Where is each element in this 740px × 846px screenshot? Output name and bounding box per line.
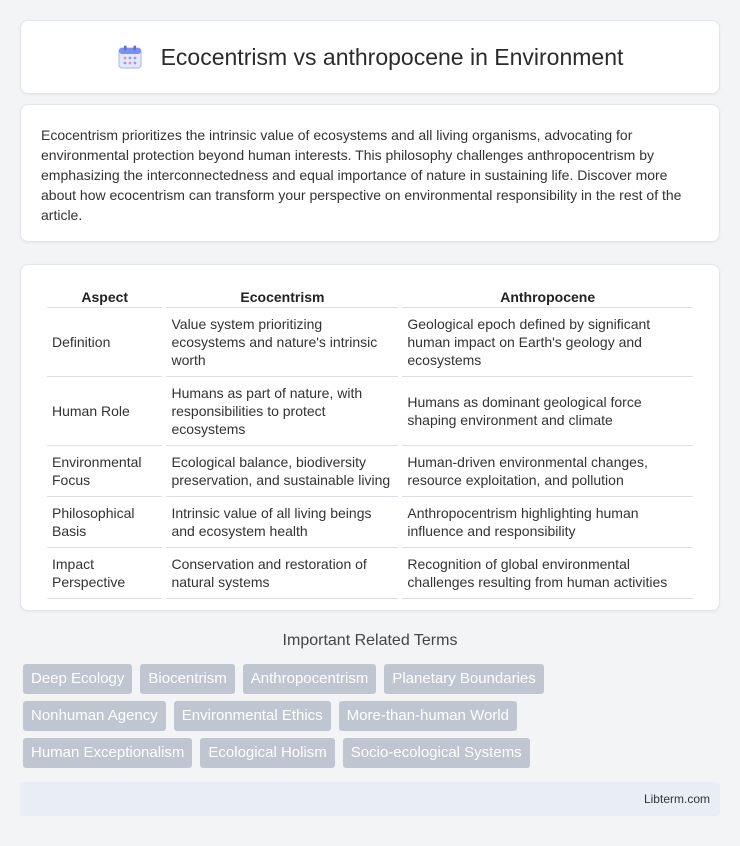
- tag-row: [23, 738, 723, 768]
- tag-human-exceptionalism[interactable]: Human Exceptionalism: [23, 738, 192, 768]
- tag-row: [23, 701, 723, 731]
- tag-planetary-boundaries[interactable]: Planetary Boundaries: [384, 664, 543, 694]
- table-row: [47, 548, 693, 599]
- table-cell-ecocentrism: Conservation and restoration of natural systems: [166, 548, 398, 599]
- tag-more-than-human-world[interactable]: More-than-human World: [339, 701, 517, 731]
- tag-row: [23, 664, 723, 694]
- tag-biocentrism[interactable]: Biocentrism: [140, 664, 234, 694]
- related-terms-list: [23, 664, 723, 775]
- tag-socio-ecological-systems[interactable]: Socio-ecological Systems: [343, 738, 530, 768]
- table-cell-aspect: Environmental Focus: [47, 446, 162, 497]
- table-cell-aspect: Philosophical Basis: [47, 497, 162, 548]
- tag-deep-ecology[interactable]: Deep Ecology: [23, 664, 132, 694]
- table-cell-anthropocene: Humans as dominant geological force shaping environment and climate: [402, 377, 693, 446]
- related-terms-title: Important Related Terms: [282, 632, 458, 649]
- page-title: Ecocentrism vs anthropocene in Environment: [160, 43, 624, 70]
- table-cell-ecocentrism: Intrinsic value of all living beings and ecosystem health: [166, 497, 398, 548]
- table-cell-anthropocene: Recognition of global environmental challenges resulting from human activities: [402, 548, 693, 599]
- tag-nonhuman-agency[interactable]: Nonhuman Agency: [23, 701, 166, 731]
- table-cell-anthropocene: Anthropocentrism highlighting human influence and responsibility: [402, 497, 693, 548]
- table-row: [47, 377, 693, 446]
- column-header-aspect: Aspect: [47, 285, 162, 308]
- calendar-icon: [117, 44, 143, 70]
- table-row: [47, 446, 693, 497]
- intro-card: [20, 104, 720, 242]
- table-cell-ecocentrism: Ecological balance, biodiversity preservation, and sustainable living: [166, 446, 398, 497]
- tag-environmental-ethics[interactable]: Environmental Ethics: [174, 701, 331, 731]
- table-cell-aspect: Definition: [47, 308, 162, 377]
- table-cell-anthropocene: Human-driven environmental changes, resource exploitation, and pollution: [402, 446, 693, 497]
- column-header-anthropocene: Anthropocene: [402, 285, 693, 308]
- column-header-ecocentrism: Ecocentrism: [166, 285, 398, 308]
- table-cell-anthropocene: Geological epoch defined by significant human impact on Earth's geology and ecosystems: [402, 308, 693, 377]
- table-cell-ecocentrism: Value system prioritizing ecosystems and nature's intrinsic worth: [166, 308, 398, 377]
- tag-ecological-holism[interactable]: Ecological Holism: [200, 738, 334, 768]
- table-row: [47, 497, 693, 548]
- title-wrap: [117, 44, 624, 71]
- tag-anthropocentrism[interactable]: Anthropocentrism: [243, 664, 377, 694]
- intro-text: Ecocentrism prioritizes the intrinsic value of ecosystems and all living organisms, advocating for environmental protection beyond human interests. This philosophy challenges anthropocentrism by emphasizing the interconnectedness and equal importance of nature in sustaining life. Discover more about how ecocentrism can transform your perspective on environmental responsibility in the rest of the article.: [41, 127, 682, 223]
- table-header-row: [47, 285, 693, 308]
- footer: [20, 782, 720, 816]
- footer-site-link[interactable]: Libterm.com: [643, 792, 710, 806]
- table-cell-aspect: Impact Perspective: [47, 548, 162, 599]
- table-cell-aspect: Human Role: [47, 377, 162, 446]
- table-cell-ecocentrism: Humans as part of nature, with responsibilities to protect ecosystems: [166, 377, 398, 446]
- comparison-table: [43, 285, 697, 599]
- comparison-table-card: [20, 264, 720, 611]
- header-card: [20, 20, 720, 94]
- table-row: [47, 308, 693, 377]
